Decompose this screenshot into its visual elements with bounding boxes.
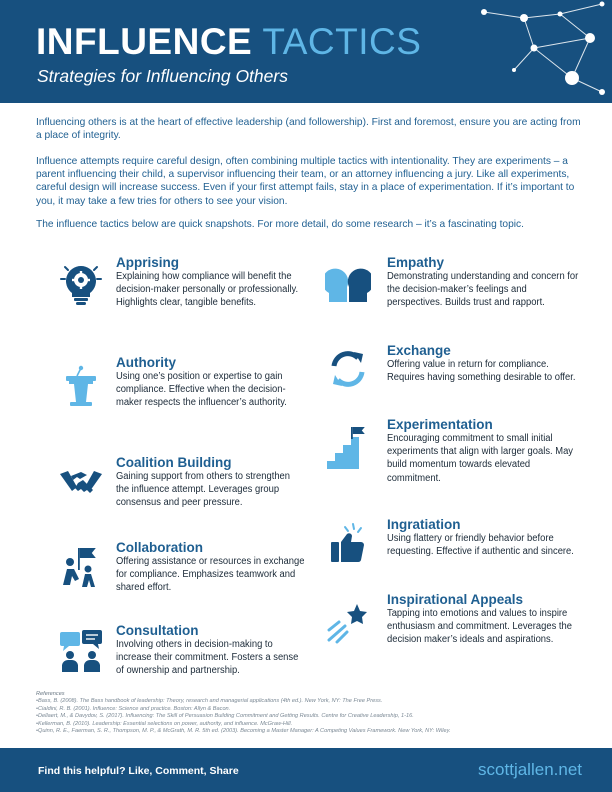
shooting-star-icon [325, 600, 371, 646]
references-list [36, 698, 596, 735]
page-subtitle: Strategies for Influencing Others [37, 66, 288, 86]
tactic-title: Consultation [116, 623, 199, 638]
tactic-authority [116, 355, 306, 410]
title-light: TACTICS [262, 21, 422, 62]
intro-paragraph-2: Influence attempts require careful design, often combining multiple tactics with intentionality. They are experiments – a parent influencing their child, a supervisor influencing their team, or an attorney influencing a jury. Like all experiments, careful design will increase success. Even if your first attempt fails, stay in a place of experimentation. If it’s important to you, it may take a few tries for others to see your vision. [36, 156, 575, 207]
footer-site-link[interactable]: scottjallen.net [478, 760, 582, 779]
reference-item: • Bass, B. (2008). The Bass handbook of leadership: Theory, research and managerial applications (4th ed.). New York, NY: The Free Press. [36, 698, 596, 705]
tactic-title: Collaboration [116, 540, 203, 555]
conversation-icon [58, 628, 104, 674]
reference-item: • Dellaert, M., & Davydov, S. (2017). Influencing: The Skill of Persuasion Building Commitment and Getting Results. Centre for Creative Leadership, 1-16. [36, 713, 596, 720]
footer-banner [0, 748, 612, 792]
tactic-title: Apprising [116, 255, 179, 270]
footer-cta: Find this helpful? Like, Comment, Share [38, 765, 239, 777]
tactic-description: Gaining support from others to strengthen the influence attempt. Leverages group consensus and peer pressure. [116, 471, 291, 509]
tactic-title: Exchange [387, 343, 451, 358]
tactic-collaboration [116, 540, 306, 595]
tactic-exchange [387, 343, 583, 384]
stairs-flag-icon [325, 425, 371, 471]
page-title [36, 22, 421, 62]
handshake-icon [58, 460, 104, 506]
reference-item: • Quinn, R. E., Faerman, S. R., Thompson, M. P., & McGrath, M. R. 5th ed. (2003). Becoming a Master Manager: A Competing Values Framework. New York, NY: Wiley. [36, 728, 596, 735]
tactic-title: Ingratiation [387, 517, 461, 532]
tactic-inspirational-appeals [387, 592, 583, 647]
two-heads-icon [325, 262, 371, 308]
tactic-description: Explaining how compliance will benefit the decision-maker personally or professionally. Highlights clear, tangible benefits. [116, 271, 299, 309]
reference-item: • Kellerman, B. (2010). Leadership: Essential selections on power, authority, and influence. McGraw-Hill. [36, 721, 596, 728]
references-heading: References [36, 691, 65, 697]
podium-icon [58, 362, 104, 408]
reference-item: • Cialdini, R. B. (2001). Influence: Science and practice. Boston: Allyn & Bacon. [36, 706, 596, 713]
tactic-description: Involving others in decision-making to increase their commitment. Fosters a sense of ownership and partnership. [116, 639, 299, 677]
intro-paragraph-3: The influence tactics below are quick snapshots. For more detail, do some research – it’s a fascinating topic. [36, 219, 524, 230]
tactic-description: Using flattery or friendly behavior before requesting. Effective if authentic and sincere. [387, 533, 574, 558]
tactic-apprising [116, 255, 306, 310]
tactic-title: Authority [116, 355, 176, 370]
thumbs-up-icon [325, 520, 371, 566]
tactic-ingratiation [387, 517, 583, 558]
title-strong: INFLUENCE [36, 21, 253, 62]
lightbulb-gear-icon [58, 262, 104, 308]
tactic-coalition-building [116, 455, 306, 510]
intro-paragraph-1: Influencing others is at the heart of effective leadership (and followership). First and foremost, ensure you are acting from a place of integrity. [36, 117, 581, 142]
exchange-arrows-icon [325, 346, 371, 392]
tactic-title: Empathy [387, 255, 445, 270]
tactic-empathy [387, 255, 583, 310]
tactic-title: Inspirational Appeals [387, 592, 524, 607]
network-graphic-icon [462, 0, 612, 103]
tactic-title: Experimentation [387, 417, 493, 432]
tactic-description: Offering assistance or resources in exchange for compliance. Emphasizes teamwork and shared effort. [116, 556, 305, 594]
references [36, 691, 596, 735]
team-flag-icon [58, 545, 104, 591]
tactic-description: Offering value in return for compliance. Requires having something desirable to offer. [387, 359, 576, 384]
header-banner [0, 0, 612, 103]
tactic-description: Tapping into emotions and values to inspire enthusiasm and commitment. Leverages the decision maker’s ideals and aspirations. [387, 608, 572, 646]
tactic-title: Coalition Building [116, 455, 232, 470]
tactic-experimentation [387, 417, 583, 485]
tactic-description: Demonstrating understanding and concern for the decision-maker’s feelings and perspectives. Builds trust and rapport. [387, 271, 579, 309]
tactic-description: Encouraging commitment to small initial experiments that align with larger goals. May build momentum towards elevated commitment. [387, 433, 574, 484]
tactic-description: Using one’s position or expertise to gain compliance. Effective when the decision-maker respects the influencer’s authority. [116, 371, 287, 409]
tactic-consultation [116, 623, 306, 678]
